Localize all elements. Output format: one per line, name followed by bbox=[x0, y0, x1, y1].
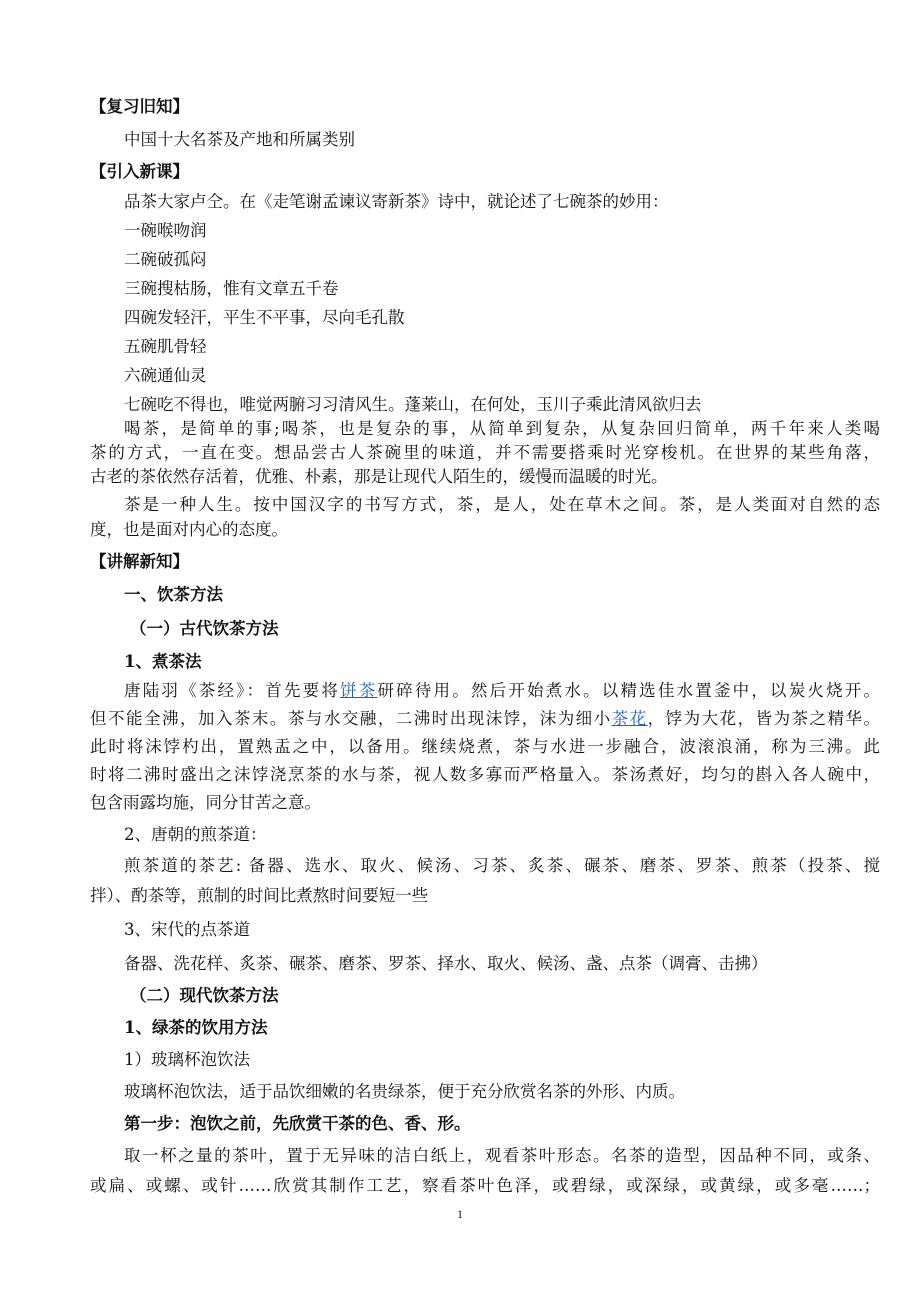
text-span: 但不能全沸，加入茶末。茶与水交融，二沸时出现沫饽，沫为细小 bbox=[90, 709, 612, 728]
poem-line: 四碗发轻汗，平生不平事，尽向毛孔散 bbox=[124, 308, 405, 327]
paragraph-line: 拌）、酌茶等，煎制的时间比煮熬时间要短一些 bbox=[90, 886, 429, 905]
item-title: 1）玻璃杯泡饮法 bbox=[124, 1050, 250, 1069]
paragraph-line: 煎茶道的茶艺: 备器、选水、取火、候汤、习茶、炙茶、碾茶、磨茶、罗茶、煎茶（投茶、搅 bbox=[124, 856, 880, 875]
paragraph-line: 茶是一种人生。按中国汉字的书写方式，茶，是人，处在草木之间。茶，是人类面对自然的态 bbox=[124, 495, 880, 514]
item-title: 2、唐朝的煎茶道： bbox=[124, 825, 267, 844]
item-title: 1、煮茶法 bbox=[124, 652, 202, 671]
paragraph-line: 或扁、或螺、或针……欣赏其制作工艺，察看茶叶色泽，或碧绿，或深绿，或黄绿，或多毫……； bbox=[90, 1176, 880, 1195]
subsection-title: （二）现代饮茶方法 bbox=[130, 986, 279, 1005]
lesson-heading: 【讲解新知】 bbox=[90, 552, 189, 571]
review-heading: 【复习旧知】 bbox=[90, 97, 189, 116]
text-span: 唐陆羽《茶经》：首先要将 bbox=[124, 681, 341, 700]
tea-cake-link[interactable]: 饼茶 bbox=[340, 681, 378, 700]
poem-line: 三碗搜枯肠，惟有文章五千卷 bbox=[124, 279, 339, 298]
poem-line: 一碗喉吻润 bbox=[124, 221, 207, 240]
intro-lead: 品茶大家卢仝。在《走笔谢孟谏议寄新茶》诗中，就论述了七碗茶的妙用： bbox=[124, 192, 669, 211]
intro-heading: 【引入新课】 bbox=[90, 162, 189, 181]
paragraph-line: 此时将沫饽杓出，置熟盂之中，以备用。继续烧煮，茶与水进一步融合，波滚浪涌，称为三沸。此 bbox=[90, 737, 880, 756]
poem-line: 七碗吃不得也，唯觉两腑习习清风生。蓬莱山，在何处，玉川子乘此清风欲归去 bbox=[124, 395, 702, 414]
paragraph-line: 取一杯之量的茶叶，置于无异味的洁白纸上，观看茶叶形态。名茶的造型，因品种不同，或条、 bbox=[124, 1146, 880, 1165]
paragraph-line: 玻璃杯泡饮法，适于品饮细嫩的名贵绿茶，便于充分欣赏名茶的外形、内质。 bbox=[124, 1082, 685, 1101]
paragraph-line: 喝茶，是简单的事;喝茶，也是复杂的事，从简单到复杂，从复杂回归简单，两千年来人类喝 bbox=[124, 419, 880, 438]
subsection-title: （一）古代饮茶方法 bbox=[130, 619, 279, 638]
item-title: 3、宋代的点茶道 bbox=[124, 920, 250, 939]
text-span: 研碎待用。然后开始煮水。以精选佳水置釜中，以炭火烧开。 bbox=[377, 681, 881, 700]
paragraph-line bbox=[124, 680, 880, 702]
review-text: 中国十大名茶及产地和所属类别 bbox=[124, 130, 355, 149]
item-title: 1、绿茶的饮用方法 bbox=[124, 1018, 268, 1037]
step-title: 第一步：泡饮之前，先欣赏干茶的色、香、形。 bbox=[124, 1114, 471, 1133]
section-title: 一、饮茶方法 bbox=[124, 585, 223, 604]
paragraph-line: 度，也是面对内心的态度。 bbox=[90, 520, 288, 539]
poem-line: 五碗肌骨轻 bbox=[124, 337, 207, 356]
page-number: 1 bbox=[457, 1207, 463, 1221]
paragraph-line: 茶的方式，一直在变。想品尝古人茶碗里的味道，并不需要搭乘时光穿梭机。在世界的某些角落， bbox=[90, 443, 880, 462]
paragraph-line: 古老的茶依然存活着，优雅、朴素，那是让现代人陌生的，缓慢而温暖的时光。 bbox=[90, 467, 668, 486]
paragraph-line: 备器、洗花样、炙茶、碾茶、磨茶、罗茶、择水、取火、候汤、盏、点茶（调膏、击拂） bbox=[124, 954, 768, 973]
paragraph-line bbox=[90, 708, 880, 730]
paragraph-line: 包含雨露均施，同分甘苦之意。 bbox=[90, 793, 321, 812]
text-span: ，饽为大花，皆为茶之精华。 bbox=[647, 709, 881, 728]
poem-line: 六碗通仙灵 bbox=[124, 366, 207, 385]
poem-line: 二碗破孤闷 bbox=[124, 250, 207, 269]
tea-flower-link[interactable]: 茶花 bbox=[611, 709, 648, 728]
paragraph-line: 时将二沸时盛出之沫饽浇烹茶的水与茶，视人数多寡而严格量入。茶汤煮好，均匀的斟入各人碗中， bbox=[90, 765, 880, 784]
